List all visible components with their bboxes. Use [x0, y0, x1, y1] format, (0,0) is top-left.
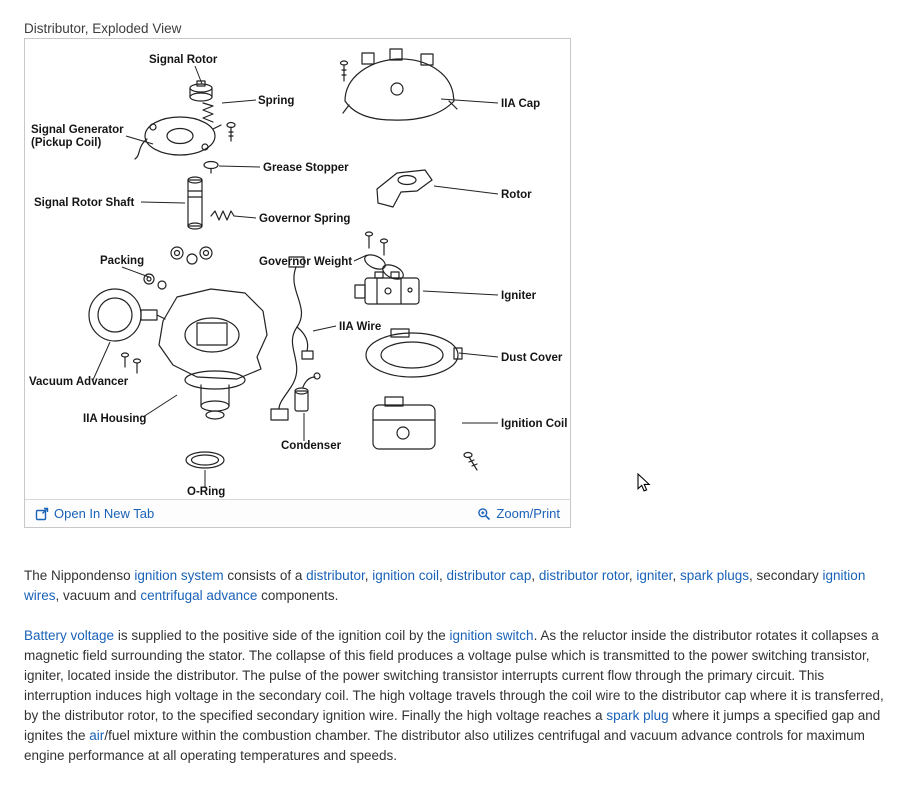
- label-signal-generator-line1: Signal Generator: [31, 124, 124, 136]
- part-rotor: [377, 170, 432, 207]
- paragraph-intro: [24, 566, 894, 606]
- part-grease-stopper: [204, 162, 218, 174]
- link-ignition-wires[interactable]: ignition wires: [24, 568, 866, 603]
- part-igniter: [355, 272, 419, 304]
- label-iia-cap: IIA Cap: [501, 98, 541, 110]
- link-igniter[interactable]: igniter: [636, 568, 673, 583]
- text-run: /fuel mixture within the combustion chamber. The distributor also utilizes centrifugal and vacuum advance controls for maximum engine performance at all operating temperatures and speeds.: [24, 728, 865, 763]
- part-packing: [144, 247, 212, 289]
- part-dust-cover: [366, 329, 462, 377]
- link-ignition-coil[interactable]: ignition coil: [372, 568, 440, 583]
- zoom-print-link[interactable]: [477, 506, 560, 521]
- part-vacuum-advancer: [89, 289, 165, 373]
- label-vacuum-advancer: Vacuum Advancer: [29, 376, 129, 388]
- label-signal-rotor: Signal Rotor: [149, 54, 218, 66]
- link-spark-plug[interactable]: spark plug: [606, 708, 669, 723]
- diagram-labels: [29, 54, 567, 498]
- part-iia-housing: [159, 289, 267, 419]
- link-air[interactable]: air: [89, 728, 105, 743]
- text-run: components.: [257, 588, 339, 603]
- distributor-exploded-diagram: [25, 39, 570, 499]
- label-governor-spring: Governor Spring: [259, 213, 351, 225]
- label-condenser: Condenser: [281, 440, 342, 452]
- zoom-icon: [477, 507, 491, 521]
- label-signal-generator-line2: (Pickup Coil): [31, 137, 102, 149]
- link-ignition-switch[interactable]: ignition switch: [449, 628, 534, 643]
- diagram-panel: [24, 38, 571, 528]
- text-run: ,: [531, 568, 539, 583]
- part-o-ring: [186, 452, 224, 468]
- link-distributor[interactable]: distributor: [306, 568, 365, 583]
- part-spring: [203, 103, 213, 122]
- paragraph-operation: [24, 626, 894, 766]
- link-spark-plugs[interactable]: spark plugs: [679, 568, 749, 583]
- text-run: . As the reluctor inside the distributor rotates it collapses a magnetic field surrounding the stator. The collapse of this field produces a voltage pulse which is transmitted to the power switching transistor, igniter, located inside the distributor. The pulse of the power switching transistor interrupts current flow through the primary circuit. This interruption induces high voltage in the secondary coil. The high voltage travels through the coil wire to the distributor cap where it is transferred, by the distributor rotor, to the specified secondary ignition wire. Finally the high voltage reaches a: [24, 628, 884, 723]
- label-dust-cover: Dust Cover: [501, 352, 563, 364]
- label-packing: Packing: [100, 255, 145, 267]
- text-run: ,: [628, 568, 637, 583]
- open-in-new-tab-label: Open In New Tab: [54, 506, 155, 521]
- text-run: is supplied to the positive side of the ignition coil by the: [114, 628, 450, 643]
- page-title: Distributor, Exploded View: [24, 21, 182, 36]
- article-body: [24, 566, 894, 786]
- text-run: ,: [439, 568, 447, 583]
- part-iia-cap: [341, 49, 458, 120]
- part-condenser: [295, 373, 320, 411]
- panel-footer: [25, 499, 570, 527]
- link-centrifugal-advance[interactable]: centrifugal advance: [140, 588, 258, 603]
- part-signal-rotor: [190, 81, 212, 101]
- link-distributor-cap[interactable]: distributor cap: [446, 568, 532, 583]
- part-signal-rotor-shaft: [188, 177, 202, 229]
- text-run: , vacuum and: [55, 588, 141, 603]
- part-pickup-coil: [135, 117, 221, 159]
- text-run: where it jumps a specified gap and ignites the: [24, 708, 881, 743]
- text-run: , secondary: [749, 568, 823, 583]
- link-distributor-rotor[interactable]: distributor rotor: [538, 568, 629, 583]
- open-in-new-tab-link[interactable]: [35, 506, 154, 521]
- text-run: consists of a: [223, 568, 307, 583]
- label-iia-wire: IIA Wire: [339, 321, 382, 333]
- label-governor-weight: Governor Weight: [259, 256, 353, 268]
- label-rotor: Rotor: [501, 189, 532, 201]
- text-run: ,: [672, 568, 680, 583]
- exploded-view-svg: [25, 39, 570, 499]
- part-ignition-coil: [373, 397, 477, 470]
- label-ignition-coil: Ignition Coil: [501, 418, 568, 430]
- label-o-ring: O-Ring: [187, 486, 226, 498]
- label-signal-rotor-shaft: Signal Rotor Shaft: [34, 197, 135, 209]
- text-run: ,: [364, 568, 373, 583]
- label-iia-housing: IIA Housing: [83, 413, 147, 425]
- text-run: The Nippondenso: [24, 568, 135, 583]
- label-grease-stopper: Grease Stopper: [263, 162, 349, 174]
- part-governor-spring: [211, 211, 234, 220]
- label-spring: Spring: [258, 95, 295, 107]
- part-iia-wire: [271, 257, 313, 420]
- mouse-cursor: [637, 473, 651, 493]
- link-ignition-system[interactable]: ignition system: [134, 568, 224, 583]
- open-in-new-tab-icon: [35, 507, 49, 521]
- link-battery-voltage[interactable]: Battery voltage: [24, 628, 115, 643]
- part-screw: [227, 123, 235, 142]
- zoom-print-label: Zoom/Print: [496, 506, 560, 521]
- label-igniter: Igniter: [501, 290, 537, 302]
